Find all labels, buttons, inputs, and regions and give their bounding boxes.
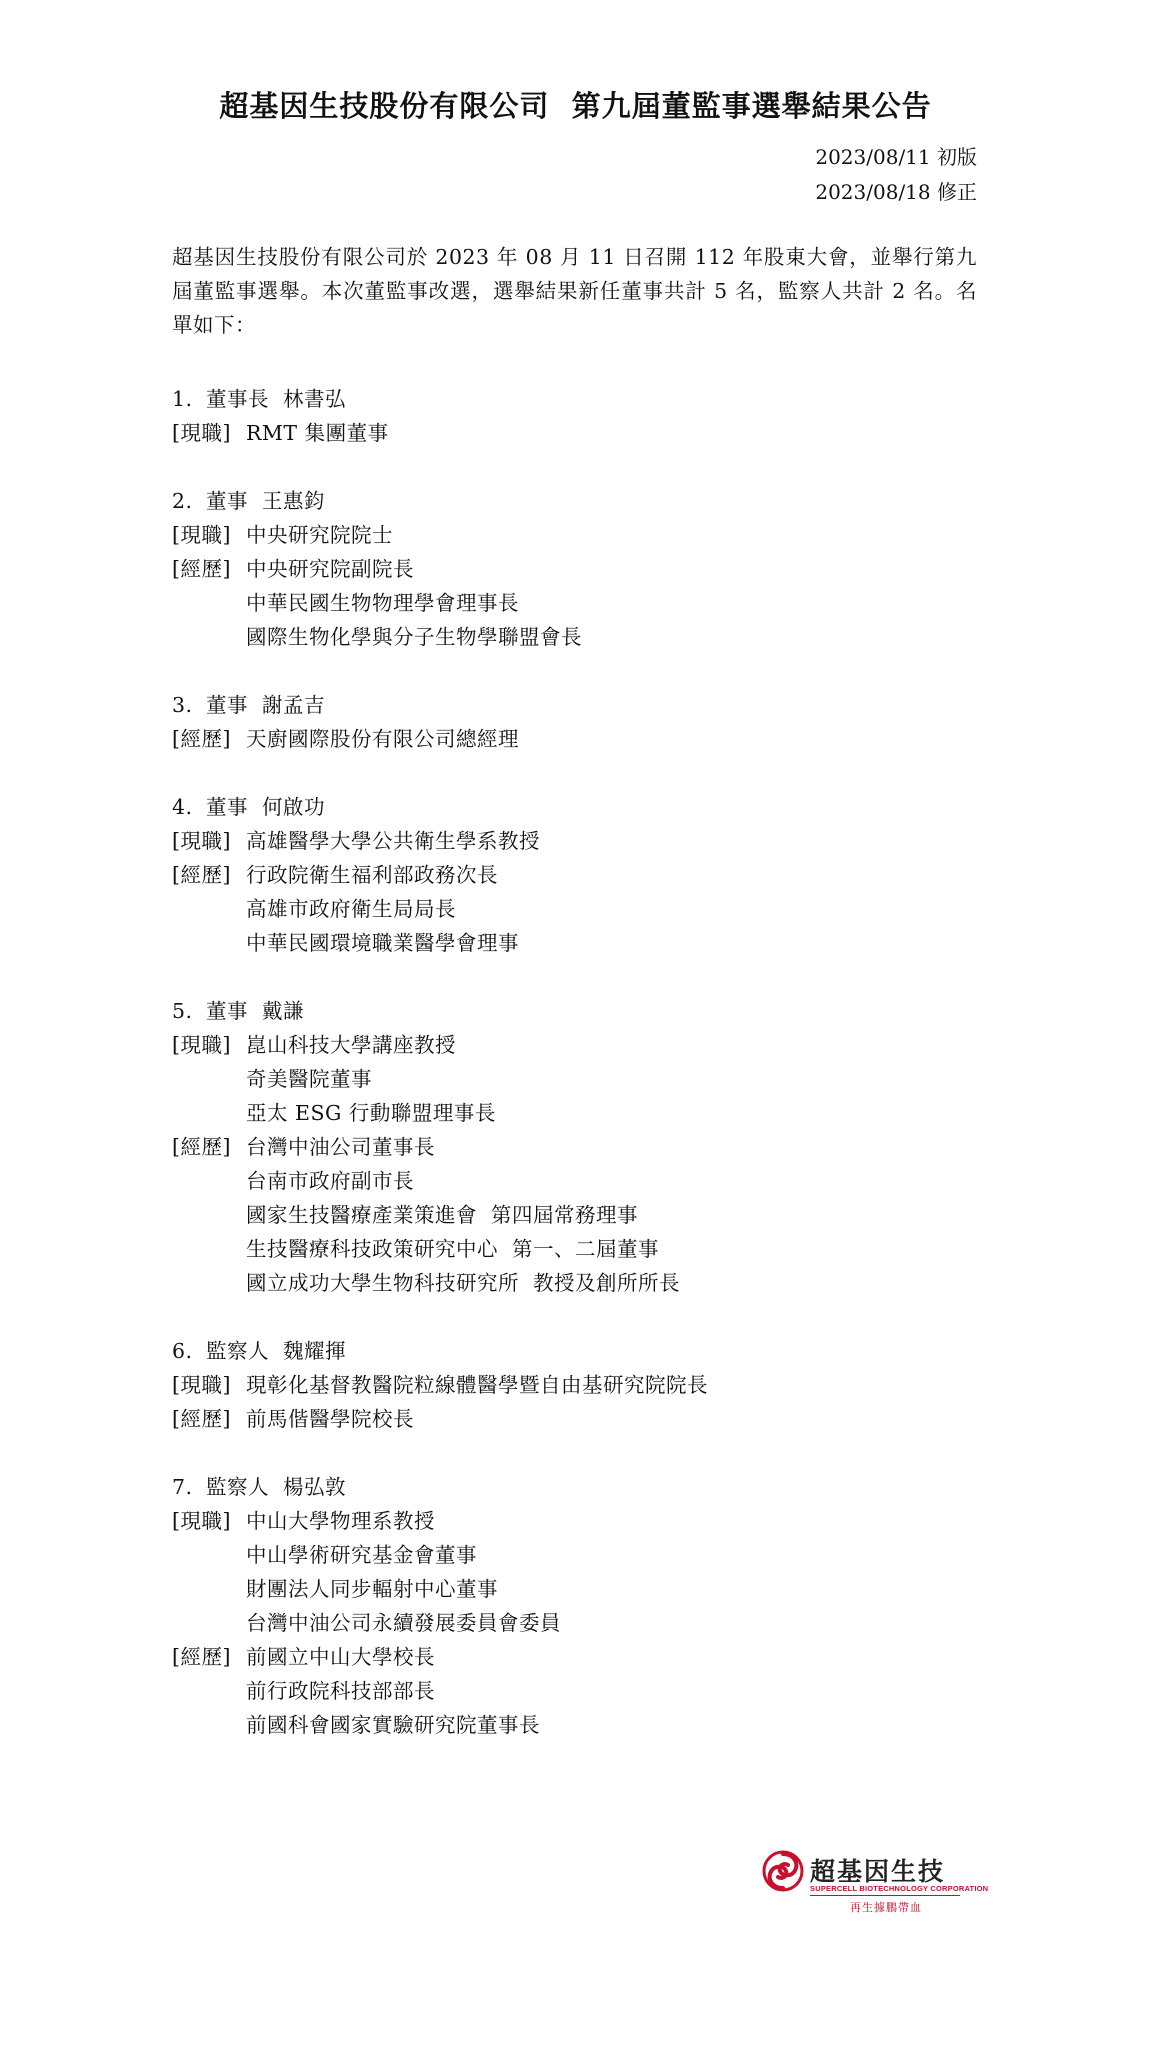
detail-text: RMT 集團董事 [246,421,389,445]
member-detail-row [172,1538,992,1572]
member-detail-row [172,926,992,960]
member-header [172,1470,992,1504]
detail-text: 台南市政府副市長 [246,1169,414,1193]
member-entry [172,1334,992,1436]
member-title-name: 監察人 魏耀揮 [206,1339,347,1363]
member-title-name: 董事 戴謙 [206,999,305,1023]
member-title-name: 監察人 楊弘敦 [206,1475,347,1499]
member-number: 6. [172,1339,193,1363]
member-title-name: 董事 何啟功 [206,795,326,819]
detail-tag [172,1096,246,1130]
detail-tag: [現職] [172,421,231,445]
detail-tag [172,620,246,654]
member-number: 3. [172,693,193,717]
supercell-swirl-logo-icon [762,1850,804,1892]
detail-tag: [經歷] [172,727,231,751]
detail-text: 中央研究院院士 [246,523,393,547]
member-detail-row [172,1402,992,1436]
company-logo [762,1848,989,1918]
member-entry [172,382,992,450]
member-detail-row [172,1096,992,1130]
detail-tag: [現職] [172,1373,231,1397]
detail-text: 行政院衛生福利部政務次長 [246,863,498,887]
intro-paragraph: 超基因生技股份有限公司於 2023 年 08 月 11 日召開 112 年股東大會，並舉行第九屆董監事選舉。本次董監事改選，選舉結果新任董事共計 5 名，監察人共計 2 名。名單如下： [172,245,977,337]
member-detail-row [172,1708,992,1742]
member-detail-row [172,892,992,926]
member-detail-row [172,518,992,552]
member-detail-row [172,1198,992,1232]
detail-text: 高雄醫學大學公共衛生學系教授 [246,829,540,853]
member-detail-row [172,824,992,858]
detail-tag [172,892,246,926]
member-title-name: 董事 謝孟吉 [206,693,326,717]
detail-tag: [經歷] [172,1645,231,1669]
detail-text: 中山大學物理系教授 [246,1509,435,1533]
detail-tag: [經歷] [172,863,231,887]
date-revised: 2023/08/18 修正 [815,180,977,204]
member-entry [172,790,992,960]
member-entry [172,1470,992,1742]
page-title: 超基因生技股份有限公司 第九屆董監事選舉結果公告 [219,89,932,123]
revision-dates [815,140,977,210]
detail-text: 前國科會國家實驗研究院董事長 [246,1713,540,1737]
detail-tag: [現職] [172,1509,231,1533]
detail-text: 天廚國際股份有限公司總經理 [246,727,519,751]
member-detail-row [172,1640,992,1674]
detail-text: 生技醫療科技政策研究中心 第一、二屆董事 [246,1237,660,1261]
detail-text: 國立成功大學生物科技研究所 教授及創所所長 [246,1271,681,1295]
member-detail-row [172,1266,992,1300]
member-header [172,382,992,416]
member-number: 1. [172,387,193,411]
detail-text: 中華民國環境職業醫學會理事 [246,931,519,955]
logo-slogan: 再生據鵬帶血 [850,1901,922,1914]
member-number: 2. [172,489,193,513]
detail-text: 國際生物化學與分子生物學聯盟會長 [246,625,582,649]
member-entry [172,688,992,756]
member-number: 7. [172,1475,193,1499]
detail-text: 台灣中油公司董事長 [246,1135,435,1159]
detail-text: 國家生技醫療產業策進會 第四屆常務理事 [246,1203,639,1227]
detail-text: 中央研究院副院長 [246,557,414,581]
member-detail-row [172,552,992,586]
member-header [172,994,992,1028]
detail-text: 財團法人同步輻射中心董事 [246,1577,498,1601]
member-detail-row [172,1606,992,1640]
member-detail-row [172,1028,992,1062]
detail-tag [172,1708,246,1742]
detail-tag [172,1538,246,1572]
detail-tag [172,1266,246,1300]
member-entry [172,484,992,654]
member-title-name: 董事長 林書弘 [206,387,347,411]
member-title-name: 董事 王惠鈞 [206,489,326,513]
member-detail-row [172,1572,992,1606]
member-detail-row [172,1368,992,1402]
detail-tag [172,1198,246,1232]
member-header [172,484,992,518]
member-detail-row [172,416,992,450]
logo-english-name: SUPERCELL BIOTECHNOLOGY CORPORATION [810,1884,989,1893]
member-detail-row [172,1232,992,1266]
member-header [172,688,992,722]
detail-text: 高雄市政府衛生局局長 [246,897,456,921]
detail-text: 中華民國生物物理學會理事長 [246,591,519,615]
member-detail-row [172,858,992,892]
member-header [172,790,992,824]
detail-text: 前國立中山大學校長 [246,1645,435,1669]
detail-tag [172,1606,246,1640]
member-detail-row [172,620,992,654]
detail-tag: [現職] [172,829,231,853]
detail-text: 前行政院科技部部長 [246,1679,435,1703]
member-entry [172,994,992,1300]
detail-text: 中山學術研究基金會董事 [246,1543,477,1567]
logo-company-name: 超基因生技 [810,1857,946,1886]
member-detail-row [172,722,992,756]
member-header [172,1334,992,1368]
member-detail-row [172,1164,992,1198]
detail-tag [172,1062,246,1096]
member-detail-row [172,1062,992,1096]
detail-text: 前馬偕醫學院校長 [246,1407,414,1431]
detail-tag [172,1232,246,1266]
detail-text: 台灣中油公司永續發展委員會委員 [246,1611,561,1635]
detail-tag: [經歷] [172,1135,231,1159]
detail-text: 崑山科技大學講座教授 [246,1033,456,1057]
detail-tag: [現職] [172,523,231,547]
member-list [172,382,992,1776]
logo-divider [810,1895,960,1896]
detail-tag [172,926,246,960]
detail-tag: [經歷] [172,1407,231,1431]
detail-text: 亞太 ESG 行動聯盟理事長 [246,1101,496,1125]
date-initial: 2023/08/11 初版 [815,145,977,169]
detail-tag: [經歷] [172,557,231,581]
member-detail-row [172,1674,992,1708]
detail-tag [172,1674,246,1708]
member-number: 4. [172,795,193,819]
detail-text: 奇美醫院董事 [246,1067,372,1091]
member-detail-row [172,586,992,620]
member-detail-row [172,1504,992,1538]
member-number: 5. [172,999,193,1023]
detail-tag [172,1572,246,1606]
detail-tag: [現職] [172,1033,231,1057]
detail-tag [172,1164,246,1198]
detail-text: 現彰化基督教醫院粒線體醫學暨自由基研究院院長 [246,1373,708,1397]
detail-tag [172,586,246,620]
member-detail-row [172,1130,992,1164]
